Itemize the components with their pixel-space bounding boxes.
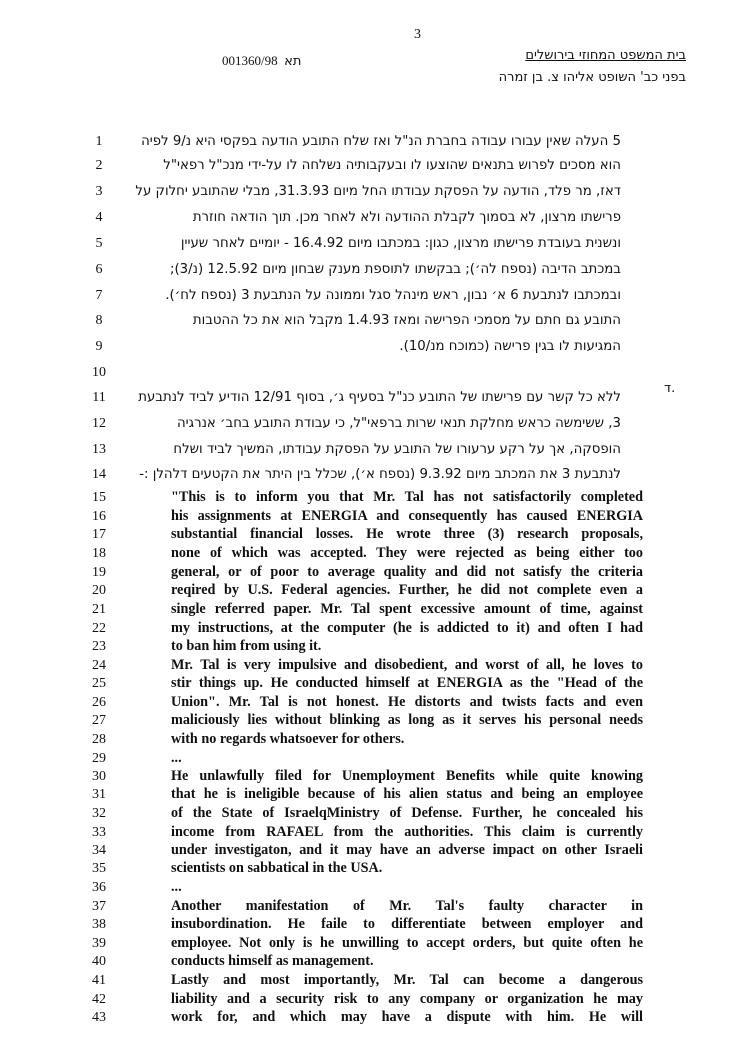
line-number: 8 bbox=[95, 313, 103, 328]
line-number: 16 bbox=[92, 509, 106, 524]
hebrew-text-line: התובע גם חתם על מסמכי הפרישה ומאז 1.4.93 מקבל הוא את כל ההטבות bbox=[192, 313, 621, 328]
line-number: 2 bbox=[95, 158, 103, 173]
line-number: 36 bbox=[92, 880, 106, 895]
quoted-letter-line: income from RAFAEL from the authorities. This claim is currently bbox=[171, 824, 643, 840]
line-number: 13 bbox=[92, 442, 106, 457]
line-number: 34 bbox=[92, 843, 106, 858]
line-number: 24 bbox=[92, 658, 106, 673]
line-number: 15 bbox=[92, 490, 106, 505]
hebrew-text-line: הוא מסכים לפרוש בתנאים שהוצעו לו ובעקבותיה נשלחה לו על-ידי מנכ"ל רפאי"ל bbox=[163, 158, 621, 173]
line-number: 42 bbox=[92, 992, 106, 1007]
hebrew-text-line: ובמכתבו לנתבעת 6 א׳ נבון, ראש מינהל סגל וממונה על הנתבעת 3 (נספח לח׳). bbox=[165, 288, 621, 303]
quoted-letter-line: ... bbox=[171, 750, 182, 766]
line-number: 40 bbox=[92, 954, 106, 969]
hebrew-text-line: 3, ששימשה כראש מחלקת תנאי שרות ברפאי"ל, כי עבודת התובע בחב׳ אנרגיה bbox=[176, 416, 621, 431]
quoted-letter-line: liability and a security risk to any company or organization he may bbox=[171, 991, 643, 1007]
line-number: 4 bbox=[95, 210, 103, 225]
quoted-letter-line: that he is ineligible because of his alien status and being an employee bbox=[171, 786, 643, 802]
quoted-letter-line: ... bbox=[171, 879, 182, 895]
quoted-letter-line: his assignments at ENERGIA and consequently has caused ENERGIA bbox=[171, 508, 643, 524]
line-number: 17 bbox=[92, 527, 106, 542]
quoted-letter-line: Union". Mr. Tal is not honest. He distorts and twists facts and even bbox=[171, 694, 643, 710]
line-number: 11 bbox=[92, 390, 106, 405]
hebrew-text-line: המגיעות לו בגין פרישה (כמוכח מנ/10). bbox=[399, 339, 621, 354]
quoted-letter-line: conducts himself as management. bbox=[171, 953, 374, 969]
court-name: בית המשפט המחוזי בירושלים bbox=[525, 48, 686, 63]
line-number: 29 bbox=[92, 751, 106, 766]
section-marker: ד. bbox=[664, 381, 676, 396]
case-prefix: תא bbox=[284, 54, 302, 69]
line-number: 3 bbox=[95, 184, 103, 199]
quoted-letter-line: general, or of poor to average quality and did not satisfy the criteria bbox=[171, 564, 643, 580]
line-number: 28 bbox=[92, 732, 106, 747]
quoted-letter-line: single referred paper. Mr. Tal spent excessive amount of time, against bbox=[171, 601, 643, 617]
quoted-letter-line: substantial financial losses. He wrote three (3) research proposals, bbox=[171, 526, 643, 542]
line-number: 10 bbox=[92, 365, 106, 380]
quoted-letter-line: He unlawfully filed for Unemployment Benefits while quite knowing bbox=[171, 768, 643, 784]
hebrew-text-line: פרישתו מרצון, לא בסמוך לקבלת ההודעה ולא לאחר מכן. תוך הודאה חוזרת bbox=[192, 210, 621, 225]
line-number: 31 bbox=[92, 787, 106, 802]
hebrew-text-line: במכתב הדיבה (נספח לה׳); בבקשתו לתוספת מענק שבחון מיום 12.5.92 (נ/3); bbox=[170, 262, 621, 277]
line-number: 32 bbox=[92, 806, 106, 821]
quoted-letter-line: my instructions, at the computer (he is addicted to it) and often I had bbox=[171, 620, 643, 636]
line-number: 7 bbox=[95, 288, 103, 303]
quoted-letter-line: Lastly and most importantly, Mr. Tal can become a dangerous bbox=[171, 972, 643, 988]
quoted-letter-line: of the State of IsraelqMinistry of Defense. Further, he concealed his bbox=[171, 805, 643, 821]
line-number: 14 bbox=[92, 467, 106, 482]
hebrew-text-line: דאז, מר פלד, הודעה על הפסקת עבודתו החל מיום 31.3.93, מבלי שהתובע יחלוק על bbox=[135, 184, 621, 199]
line-number: 35 bbox=[92, 861, 106, 876]
line-number: 39 bbox=[92, 936, 106, 951]
line-number: 26 bbox=[92, 695, 106, 710]
line-number: 5 bbox=[95, 236, 103, 251]
line-number: 27 bbox=[92, 713, 106, 728]
hebrew-text-line: ונשנית בעובדת פרישתו מרצון, כגון: במכתבו מיום 16.4.92 - יומיים לאחר שעיין bbox=[180, 236, 621, 251]
quoted-letter-line: work for, and which may have a dispute with him. He will bbox=[171, 1009, 643, 1025]
line-number: 30 bbox=[92, 769, 106, 784]
line-number: 19 bbox=[92, 565, 106, 580]
judge-name: בפני כב' השופט אליהו צ. בן זמרה bbox=[498, 70, 686, 85]
quoted-letter-line: maliciously lies without blinking as long as it serves his personal needs bbox=[171, 712, 643, 728]
line-number: 9 bbox=[95, 339, 103, 354]
page-number: 3 bbox=[414, 27, 421, 42]
case-number bbox=[222, 53, 301, 69]
quoted-letter-line: Another manifestation of Mr. Tal's faulty character in bbox=[171, 898, 643, 914]
hebrew-text-line: לנתבעת 3 את המכתב מיום 9.3.92 (נספח א׳), שכלל בין היתר את הקטעים דלהלן :- bbox=[139, 467, 621, 482]
line-number: 43 bbox=[92, 1010, 106, 1025]
quoted-letter-line: reqired by U.S. Federal agencies. Further, he did not complete even a bbox=[171, 582, 643, 598]
line-number: 20 bbox=[92, 583, 106, 598]
line-number: 18 bbox=[92, 546, 106, 561]
hebrew-text-line: הופסקה, אך על רקע ערעורו של התובע על הפסקת עבודתו, המשיך לביד ושלח bbox=[173, 442, 621, 457]
line-number: 1 bbox=[95, 134, 103, 149]
case-number-value: 001360/98 bbox=[222, 53, 278, 68]
line-number: 33 bbox=[92, 825, 106, 840]
quoted-letter-line: "This is to inform you that Mr. Tal has not satisfactorily completed bbox=[171, 489, 643, 505]
line-number: 23 bbox=[92, 639, 106, 654]
line-number: 21 bbox=[92, 602, 106, 617]
line-number: 6 bbox=[95, 262, 103, 277]
quoted-letter-line: Mr. Tal is very impulsive and disobedient, and worst of all, he loves to bbox=[171, 657, 643, 673]
line-number: 12 bbox=[92, 416, 106, 431]
quoted-letter-line: with no regards whatsoever for others. bbox=[171, 731, 405, 747]
line-number: 25 bbox=[92, 676, 106, 691]
hebrew-text-line: ללא כל קשר עם פרישתו של התובע כנ"ל בסעיף ג׳, בסוף 12/91 הודיע לביד לנתבעת bbox=[138, 390, 621, 405]
quoted-letter-line: stir things up. He conducted himself at ENERGIA as the "Head of the bbox=[171, 675, 643, 691]
quoted-letter-line: insubordination. He faile to differentiate between employer and bbox=[171, 916, 643, 932]
line-number: 38 bbox=[92, 917, 106, 932]
hebrew-text-line: 5 העלה שאין עבורו עבודה בחברת הנ"ל ואז שלח התובע הודעה בפקסי היא נ/9 לפיה bbox=[141, 134, 621, 149]
quoted-letter-line: employee. Not only is he unwilling to accept orders, but quite often he bbox=[171, 935, 643, 951]
line-number: 22 bbox=[92, 621, 106, 636]
quoted-letter-line: scientists on sabbatical in the USA. bbox=[171, 860, 383, 876]
quoted-letter-line: to ban him from using it. bbox=[171, 638, 322, 654]
line-number: 37 bbox=[92, 899, 106, 914]
quoted-letter-line: under investigaton, and it may have an adverse impact on other Israeli bbox=[171, 842, 643, 858]
line-number: 41 bbox=[92, 973, 106, 988]
quoted-letter-line: none of which was accepted. They were rejected as being either too bbox=[171, 545, 643, 561]
